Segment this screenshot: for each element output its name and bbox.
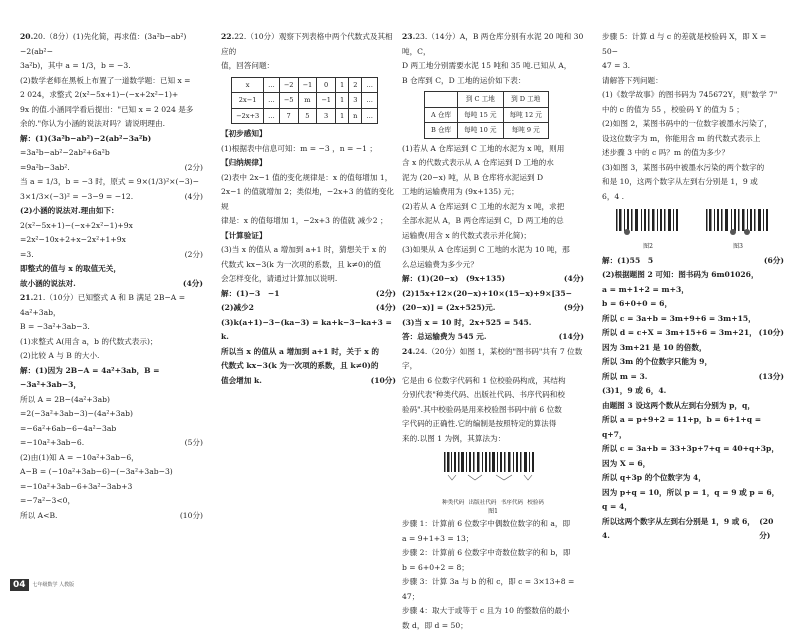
q20-sol-4: 当 a = 1/3，b = −3 时，原式 = 9×(1/3)²×(−3)− <box>20 175 203 190</box>
q21-sol-7: A−B = (−10a²+3ab−6)−(−3a²+3ab−3) <box>20 465 203 480</box>
q20-stem-4: 2 024，求整式 2(x²−5x+1)−(−x+2x²−1)+ <box>20 88 203 103</box>
label-book-code: 书序代码 <box>501 500 523 507</box>
q22-part3-3: 会怎样变化，请通过计算加以说明. <box>221 272 396 287</box>
q24-stem-5: 字代码的正确性.它的编制是按照特定的算法得 <box>402 417 584 432</box>
figure-2 <box>613 207 683 251</box>
q24-part3-3: 6，4 . <box>602 190 784 205</box>
q22-stem-1: 22.22.（10分）观察下列表格中两个代数式及其相应的 <box>221 30 396 59</box>
q22-sol-3: (3)k(a+1)−3−(ka−3) = ka+k−3−ka+3 = k. <box>221 316 396 345</box>
q23-part1-2: 含 x 的代数式表示从 A 仓库运到 D 工地的水 <box>402 156 584 171</box>
q22-part2-3: 律是：x 的值每增加 1，−2x+3 的值就 减少2 ； <box>221 214 396 229</box>
figure-2-caption: 图2 <box>613 243 683 251</box>
q20-stem-6: 余的."你认为小涵的说法对吗？请说明理由. <box>20 117 203 132</box>
q24-step5-2: 47 = 3. <box>602 59 784 74</box>
q24-sol-14: 因为 X = 6， <box>602 457 784 472</box>
q22-sol-4: 所以当 x 的值从 a 增加到 a+1 时，关于 x 的 <box>221 345 396 360</box>
q23-part2-2: 全部水泥从 A，B 两仓库运到 C，D 两工地的总 <box>402 214 584 229</box>
q20-stem-2: 3a²b)，其中 a = 1/3，b = −3. <box>20 59 203 74</box>
q20-sol-3-row: =9a²b−3ab². (2分) <box>20 161 203 176</box>
label-publisher-code: 出版社代码 <box>469 500 497 507</box>
q20-sol-5-row: 3×1/3×(−3)² = −3−9 = −12. (4分) <box>20 190 203 205</box>
q20-sol-11-row: 故小涵的说法对. (4分) <box>20 277 203 292</box>
table-row: B 仓库 每吨 10 元 每吨 9 元 <box>425 123 549 139</box>
q20-sol-2: =3a²b−ab²−2ab²+6a²b <box>20 146 203 161</box>
q22-section-verify: 【计算验证】 <box>221 229 396 244</box>
q20-stem-3: (2)数学老师在黑板上布置了一道数学题：已知 x = <box>20 74 203 89</box>
q23-stem-1: 23.23.（14分）A，B 两仓库分别有水泥 20 吨和 30 吨，C， <box>402 30 584 59</box>
publisher-logo: 七年级数学 人教版 <box>33 582 75 588</box>
q20-sol-6: (2)小涵的说法对.理由如下： <box>20 204 203 219</box>
q21-sol-6: (2)由(1)知 A = −10a²+3ab−6， <box>20 451 203 466</box>
q22-sol-5: 代数式 kx−3(k 为一次项的系数，且 k≠0)的 <box>221 359 396 374</box>
q24-sol-11: 由题图 3 设这两个数从左到右分别为 p，q， <box>602 399 784 414</box>
q21-sol-8: =−10a²+3ab−6+3a²−3ab+3 <box>20 480 203 495</box>
q24-sol-16: 因为 p+q = 10，所以 p = 1，q = 9 或 p = 6，q = 4， <box>602 486 784 515</box>
q22-sol-2-row: (2)减少2 (4分) <box>221 301 396 316</box>
barcode-figure-2-image <box>613 207 683 237</box>
q24-sol-12: 所以 a = p+9+2 = 11+p，b = 6+1+q = q+7， <box>602 413 784 442</box>
q24-sol-13: 所以 c = 3a+b = 33+3p+7+q = 40+q+3p， <box>602 442 784 457</box>
q21-sol-4: =−6a²+6ab−6−4a²−3ab <box>20 422 203 437</box>
table-row: x … −2 −1 0 1 2 … <box>232 77 378 93</box>
q24-stem-2: 它是由 6 位数字代码和 1 位校验码构成，其结构 <box>402 374 584 389</box>
q23-sol-2: (2)15x+12×(20−x)+10×(15−x)+9×[35− <box>402 287 584 302</box>
figure-3-caption: 图3 <box>703 243 773 251</box>
barcode-image <box>438 450 548 496</box>
figure-1-caption: 图1 <box>402 507 584 517</box>
q23-part2-3: 运输费(用含 x 的代数式表示并化简)； <box>402 229 584 244</box>
q24-part2-3: 述步骤 3 中的 c 吗？m 的值为多少？ <box>602 146 784 161</box>
q22-part3-1: (3)当 x 的值从 a 增加到 a+1 时，猜想关于 x 的 <box>221 243 396 258</box>
q23-part3-2: 么总运输费为多少元？ <box>402 258 584 273</box>
q22-part2-2: 2x−1 的值就增加 2；类似地，−2x+3 的值的变化规 <box>221 185 396 214</box>
table-row: 2x−1 … −5 m −1 1 3 … <box>232 93 378 109</box>
q23-stem-3: B 仓库到 C，D 工地的运价如下表： <box>402 74 584 89</box>
column-q22 <box>221 30 396 388</box>
column-q24-continued <box>602 30 784 544</box>
q24-step3: 步骤 3：计算 3a 与 b 的和 c，即 c = 3×13+8 = 47； <box>402 575 584 604</box>
q23-part3-1: (3)如果从 A 仓库运到 C 工地的水泥为 10 吨，那 <box>402 243 584 258</box>
table-row: 到 C 工地 到 D 工地 <box>425 92 549 108</box>
label-check-code: 校验码 <box>527 500 544 507</box>
column-q23-q24 <box>402 30 584 633</box>
q21-sol-5-row: =−10a²+3ab−6. (5分) <box>20 436 203 451</box>
q20-sol-8: =2x²−10x+2+x−2x²+1+9x <box>20 233 203 248</box>
q21-stem-1: 21.21.（10分）已知整式 A 和 B 满足 2B−A = 4a²+3ab， <box>20 291 203 320</box>
q24-step2-2: b = 6+0+2 = 8； <box>402 561 584 576</box>
q24-step4-2: 数 d，即 d = 50； <box>402 619 584 633</box>
q20-stem-1: 20.20.（8分）(1)先化简，再求值：(3a²b−ab²)−2(ab²− <box>20 30 203 59</box>
q24-part1-1: (1)《数学故事》的图书码为 745672Y，则"数学 7" <box>602 88 784 103</box>
q24-step4-1: 步骤 4：取大于或等于 c 且为 10 的整数倍的最小 <box>402 604 584 619</box>
q24-part2-2: 设这位数字为 m，你能用含 m 的代数式表示上 <box>602 132 784 147</box>
q24-stem-1: 24.24.（20分）如图 1，某校的"图书码"共有 7 位数字， <box>402 345 584 374</box>
q22-section-perception: 【初步感知】 <box>221 127 396 142</box>
q21-sol-9: =−7a²−3<0， <box>20 494 203 509</box>
q22-stem-2: 值，回答问题： <box>221 59 396 74</box>
q23-stem-2: D 两工地分别需要水泥 15 吨和 35 吨.已知从 A， <box>402 59 584 74</box>
q20-sol-9-row: =3. (2分) <box>20 248 203 263</box>
q21-stem-4: (2)比较 A 与 B 的大小. <box>20 349 203 364</box>
page-number: 04 <box>10 579 29 591</box>
q22-section-rule: 【归纳规律】 <box>221 156 396 171</box>
table-row: −2x+3 … 7 5 3 1 n … <box>232 108 378 124</box>
q24-step1-1: 步骤 1：计算前 6 位数字中偶数位数字的和 a，即 <box>402 517 584 532</box>
q22-part1: (1)根据表中信息可知：m = −3 ，n = −1 ； <box>221 142 396 157</box>
q24-sol-1-row: 解：(1)55 5 (6分) <box>602 254 784 269</box>
q20-sol-7: 2(x²−5x+1)−(−x+2x²−1)+9x <box>20 219 203 234</box>
q21-stem-3: (1)求整式 A(用含 a，b 的代数式表示)； <box>20 335 203 350</box>
q23-part1-1: (1)若从 A 仓库运到 C 工地的水泥为 x 吨，则用 <box>402 142 584 157</box>
q24-sol-2: (2)根据题图 2 可知：图书码为 6m01026， <box>602 268 784 283</box>
q24-sol-5: 所以 c = 3a+b = 3m+9+6 = 3m+15， <box>602 312 784 327</box>
q24-sol-9-row: 所以 m = 3. (13分) <box>602 370 784 385</box>
q24-sol-4: b = 6+0+0 = 6， <box>602 297 784 312</box>
q23-part1-4: 工地的运输费用为 (9x+135) 元； <box>402 185 584 200</box>
q24-step5-1: 步骤 5：计算 d 与 c 的差就是校验码 X，即 X = 50− <box>602 30 784 59</box>
q24-sol-15: 所以 q+3p 的个位数字为 4， <box>602 471 784 486</box>
column-q20-q21 <box>20 30 203 523</box>
q24-sol-8: 所以 3m 的个位数字只能为 9， <box>602 355 784 370</box>
q24-step2-1: 步骤 2：计算前 6 位数字中奇数位数字的和 b，即 <box>402 546 584 561</box>
q22-part2-1: (2)表中 2x−1 值的变化规律是：x 的值每增加 1， <box>221 171 396 186</box>
barcode-figures-2-3 <box>602 207 784 251</box>
q24-sol-7: 因为 3m+21 是 10 的倍数， <box>602 341 784 356</box>
q22-sol-1-row: 解：(1)−3 −1 (2分) <box>221 287 396 302</box>
q23-part1-3: 泥为 (20−x) 吨，从 B 仓库将水泥运到 D <box>402 171 584 186</box>
q24-part3-1: (3)如图 3，某图书码中被墨水污染的两个数字的 <box>602 161 784 176</box>
q24-sol-6-row: 所以 d = c+X = 3m+15+6 = 3m+21， (10分) <box>602 326 784 341</box>
table-row: A 仓库 每吨 15 元 每吨 12 元 <box>425 107 549 123</box>
q21-sol-1: 解：(1)因为 2B−A = 4a²+3ab，B = −3a²+3ab−3， <box>20 364 203 393</box>
q24-stem-3: 分别代表"种类代码、出版社代码、书序代码和校 <box>402 388 584 403</box>
q24-part1-2: 中的 c 的值为 55 ，校验码 Y 的值为 5 ； <box>602 103 784 118</box>
barcode-labels <box>402 500 584 507</box>
barcode-figure-1 <box>402 450 584 496</box>
q24-stem-6: 来的.以图 1 为例，其算法为： <box>402 432 584 447</box>
q21-sol-10-row: 所以 A<B. (10分) <box>20 509 203 524</box>
q24-sol-3: a = m+1+2 = m+3， <box>602 283 784 298</box>
q23-price-table <box>424 91 549 139</box>
q23-part2-1: (2)若从 A 仓库运到 C 工地的水泥为 x 吨，求把 <box>402 200 584 215</box>
q24-sol-17-row: 所以这两个数字从左到右分别是 1，9 或 6，4. (20分) <box>602 515 784 544</box>
q20-sol-10: 即整式的值与 x 的取值无关， <box>20 262 203 277</box>
q24-stem-4: 验码".其中校验码是用来校验图书码中前 6 位数 <box>402 403 584 418</box>
page-footer <box>10 579 74 591</box>
q22-sol-6-row: 值会增加 k. (10分) <box>221 374 396 389</box>
q24-step1-2: a = 9+1+3 = 13； <box>402 532 584 547</box>
q21-sol-3: =2(−3a²+3ab−3)−(4a²+3ab) <box>20 407 203 422</box>
q23-sol-3-row: (20−x)] = (2x+525)元. (9分) <box>402 301 584 316</box>
label-category-code: 种类代码 <box>442 500 464 507</box>
q24-questions-intro: 请解答下列问题： <box>602 74 784 89</box>
barcode-figure-3-image <box>703 207 773 237</box>
figure-3 <box>703 207 773 251</box>
q20-stem-5: 9x 的值.小涵同学看后提出："已知 x = 2 024 是多 <box>20 103 203 118</box>
q24-part3-2: 和是 10，这两个数字从左到右分别是 1，9 或 <box>602 175 784 190</box>
q24-part2-1: (2)如图 2，某图书码中的一位数字被墨水污染了， <box>602 117 784 132</box>
q23-sol-1-row: 解：(1)(20−x) (9x+135) (4分) <box>402 272 584 287</box>
q23-sol-4: (3)当 x = 10 时，2x+525 = 545. <box>402 316 584 331</box>
q21-sol-2: 所以 A = 2B−(4a²+3ab) <box>20 393 203 408</box>
q24-sol-10: (3)1，9 或 6，4. <box>602 384 784 399</box>
q22-part3-2: 代数式 kx−3(k 为一次项的系数，且 k≠0)的值 <box>221 258 396 273</box>
q20-sol-1: 解：(1)(3a²b−ab²)−2(ab²−3a²b) <box>20 132 203 147</box>
q23-sol-5-row: 答：总运输费为 545 元. (14分) <box>402 330 584 345</box>
q21-stem-2: B = −3a²+3ab−3. <box>20 320 203 335</box>
q22-value-table <box>231 77 378 125</box>
